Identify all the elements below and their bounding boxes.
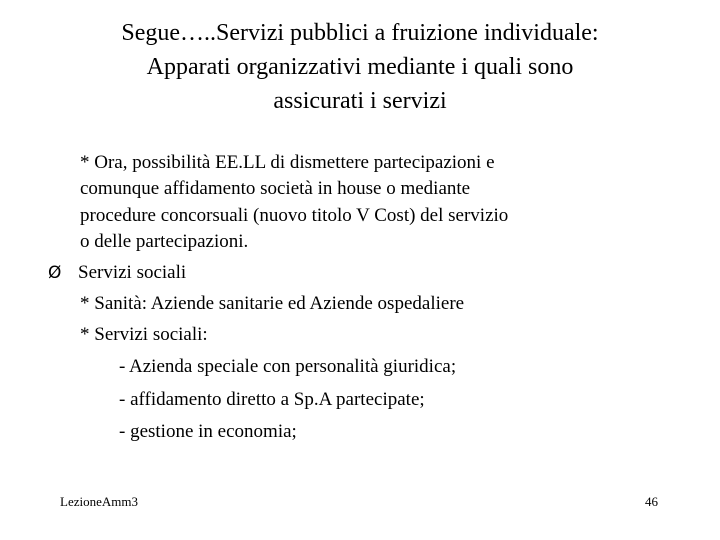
footer-lecture-label: LezioneAmm3 xyxy=(60,494,138,509)
slide-title-line: Apparati organizzativi mediante i quali sono xyxy=(146,54,574,80)
slide-title-line: Segue…..Servizi pubblici a fruizione individuale: xyxy=(121,20,599,46)
bullet-label: Servizi sociali xyxy=(78,262,187,283)
note-line: comunque affidamento società in house o mediante xyxy=(80,178,471,199)
dash-item: - affidamento diretto a Sp.A partecipate; xyxy=(119,389,425,410)
dash-item: - Azienda speciale con personalità giuridica; xyxy=(119,356,457,377)
sub-item: * Sanità: Aziende sanitarie ed Aziende ospedaliere xyxy=(80,293,465,314)
note-line: * Ora, possibilità EE.LL di dismettere partecipazioni e xyxy=(80,152,495,173)
slide-title-line: assicurati i servizi xyxy=(273,88,447,114)
note-line: procedure concorsuali (nuovo titolo V Cost) del servizio xyxy=(80,205,509,226)
sub-item: * Servizi sociali: xyxy=(80,324,208,345)
note-line: o delle partecipazioni. xyxy=(80,231,249,252)
page-number: 46 xyxy=(645,494,658,509)
slide-title xyxy=(20,16,700,118)
dash-item: - gestione in economia; xyxy=(119,421,297,442)
arrow-bullet-icon: Ø xyxy=(48,263,62,283)
